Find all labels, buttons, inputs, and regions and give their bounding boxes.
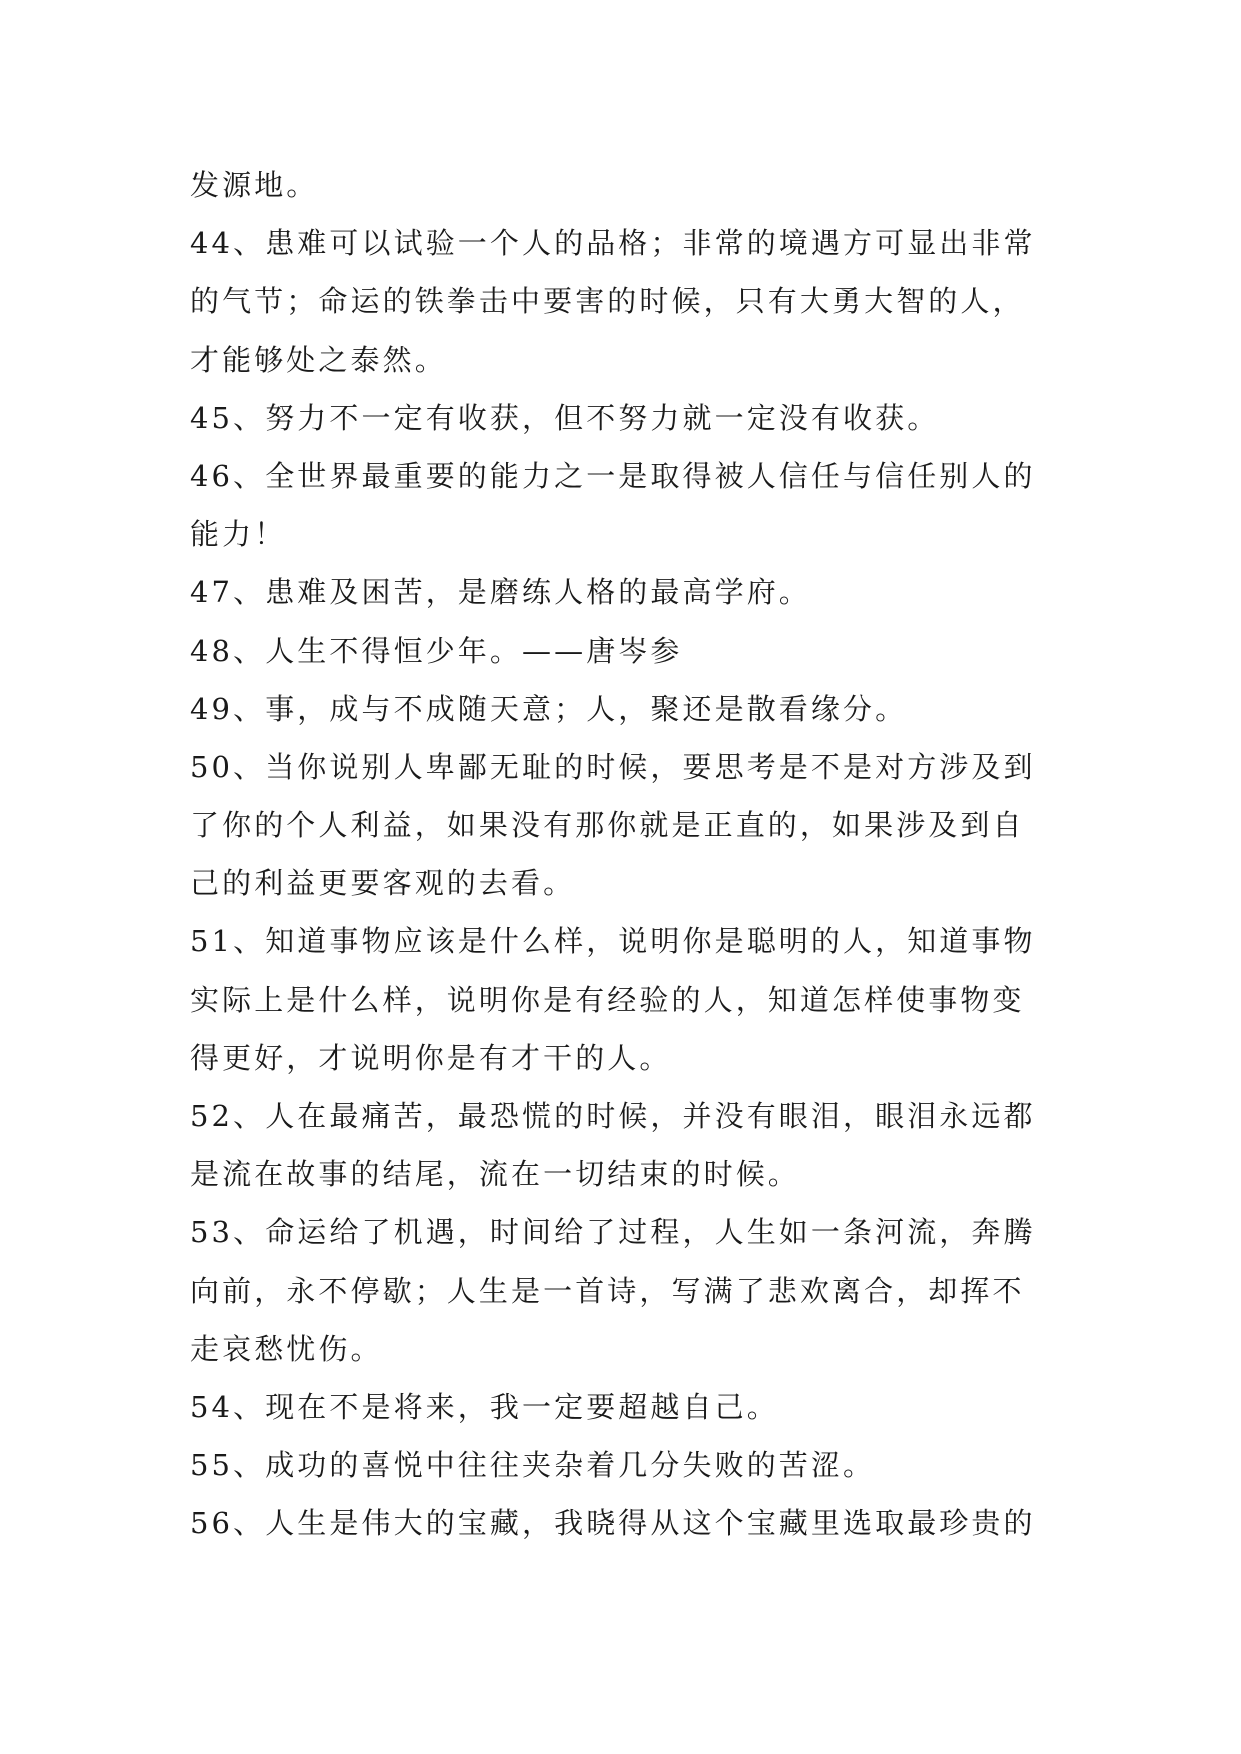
text-line: 54、现在不是将来，我一定要超越自己。 bbox=[190, 1389, 779, 1424]
text-line: 能力！ bbox=[190, 517, 287, 552]
text-line: 49、事，成与不成随天意；人，聚还是散看缘分。 bbox=[190, 691, 908, 726]
text-line: 56、人生是伟大的宝藏，我晓得从这个宝藏里选取最珍贵的 bbox=[190, 1506, 1036, 1541]
text-line: 50、当你说别人卑鄙无耻的时候，要思考是不是对方涉及到 bbox=[190, 749, 1036, 784]
text-line: 47、患难及困苦，是磨练人格的最高学府。 bbox=[190, 575, 811, 610]
text-line: 44、患难可以试验一个人的品格；非常的境遇方可显出非常 bbox=[190, 226, 1036, 261]
text-line: 了你的个人利益，如果没有那你就是正直的，如果涉及到自 bbox=[190, 808, 1025, 843]
text-line: 45、努力不一定有收获，但不努力就一定没有收获。 bbox=[190, 400, 940, 435]
text-line: 48、人生不得恒少年。——唐岑参 bbox=[190, 633, 683, 668]
text-line: 55、成功的喜悦中往往夹杂着几分失败的苦涩。 bbox=[190, 1448, 876, 1483]
text-line: 才能够处之泰然。 bbox=[190, 342, 447, 377]
text-line: 己的利益更要客观的去看。 bbox=[190, 866, 576, 901]
text-line: 46、全世界最重要的能力之一是取得被人信任与信任别人的 bbox=[190, 458, 1036, 493]
text-line: 得更好，才说明你是有才干的人。 bbox=[190, 1040, 672, 1075]
text-line: 52、人在最痛苦，最恐慌的时候，并没有眼泪，眼泪永远都 bbox=[190, 1099, 1036, 1133]
text-line: 向前，永不停歇；人生是一首诗，写满了悲欢离合，却挥不 bbox=[190, 1273, 1025, 1308]
text-line: 是流在故事的结尾，流在一切结束的时候。 bbox=[190, 1157, 800, 1192]
text-line: 53、命运给了机遇，时间给了过程，人生如一条河流，奔腾 bbox=[190, 1215, 1036, 1250]
quote-text-block bbox=[190, 156, 1070, 1553]
text-line: 51、知道事物应该是什么样，说明你是聪明的人，知道事物 bbox=[190, 924, 1036, 959]
text-line: 的气节；命运的铁拳击中要害的时候，只有大勇大智的人， bbox=[190, 284, 1025, 319]
text-line: 实际上是什么样，说明你是有经验的人，知道怎样使事物变 bbox=[190, 982, 1025, 1017]
text-line: 走哀愁忧伤。 bbox=[190, 1331, 383, 1366]
text-line: 发源地。 bbox=[190, 168, 319, 202]
